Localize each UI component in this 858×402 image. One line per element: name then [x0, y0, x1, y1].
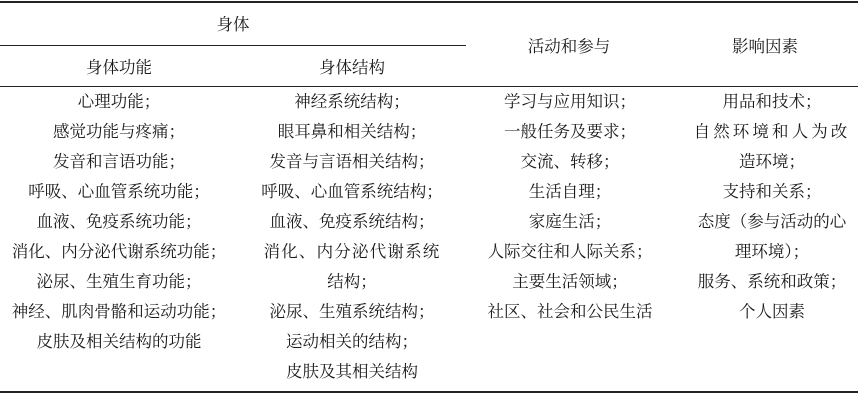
list-item: 皮肤及相关结构的功能 — [36, 332, 202, 351]
header-activity-participation: 活动和参与 — [466, 2, 672, 87]
list-item: 社区、社会和公民生活 — [487, 302, 653, 321]
column-activity-participation — [466, 87, 672, 393]
list-item: 泌尿、生殖系统结构； — [269, 302, 435, 321]
list-item: 消化、内分泌代谢系统功能； — [11, 242, 227, 261]
list-item: 发音与言语相关结构； — [269, 152, 435, 171]
list-item: 神经系统结构； — [294, 92, 410, 111]
list-item: 心理功能； — [77, 92, 161, 111]
list-item: 发音和言语功能； — [53, 152, 185, 171]
list-item: 消化、内分泌代谢系统 — [263, 242, 441, 261]
list-item: 生活自理； — [528, 182, 612, 201]
list-item: 态度（参与活动的心 — [697, 212, 847, 231]
list-item: 一般任务及要求； — [504, 122, 636, 141]
column-influencing-factors — [672, 87, 858, 393]
header-body-group — [0, 2, 466, 46]
list-item: 造环境； — [739, 152, 805, 171]
header-influencing-factors: 影响因素 — [672, 2, 858, 87]
list-item: 血液、免疫系统结构； — [269, 212, 435, 231]
list-item: 家庭生活； — [528, 212, 612, 231]
header-body-structures: 身体结构 — [238, 46, 466, 87]
list-item: 呼吸、心血管系统结构； — [261, 182, 443, 201]
list-item: 眼耳鼻和相关结构； — [277, 122, 427, 141]
list-item: 泌尿、生殖生育功能； — [36, 272, 202, 291]
column-body-functions — [0, 87, 238, 393]
list-item: 血液、免疫系统功能； — [36, 212, 202, 231]
list-item: 理环境）； — [734, 242, 810, 261]
header-body-group-label: 身体 — [216, 15, 250, 34]
list-item: 人际交往和人际关系； — [487, 242, 653, 261]
list-item: 学习与应用知识； — [504, 92, 636, 111]
list-item: 服务、系统和政策； — [697, 272, 847, 291]
list-item: 感觉功能与疼痛； — [53, 122, 185, 141]
list-item: 主要生活领域； — [512, 272, 628, 291]
list-item: 神经、肌肉骨骼和运动功能； — [11, 302, 227, 321]
list-item: 自然环境和人为改 — [693, 122, 851, 141]
list-item: 运动相关的结构； — [286, 332, 418, 351]
list-item: 皮肤及其相关结构 — [286, 362, 418, 381]
header-body-functions: 身体功能 — [0, 46, 238, 87]
list-item: 结构； — [327, 272, 377, 291]
list-item: 个人因素 — [739, 302, 805, 321]
list-item: 呼吸、心血管系统功能； — [28, 182, 210, 201]
list-item: 用品和技术； — [722, 92, 822, 111]
column-body-structures — [238, 87, 466, 393]
list-item: 支持和关系； — [722, 182, 822, 201]
list-item: 交流、转移； — [520, 152, 620, 171]
icf-classification-table — [0, 1, 858, 393]
